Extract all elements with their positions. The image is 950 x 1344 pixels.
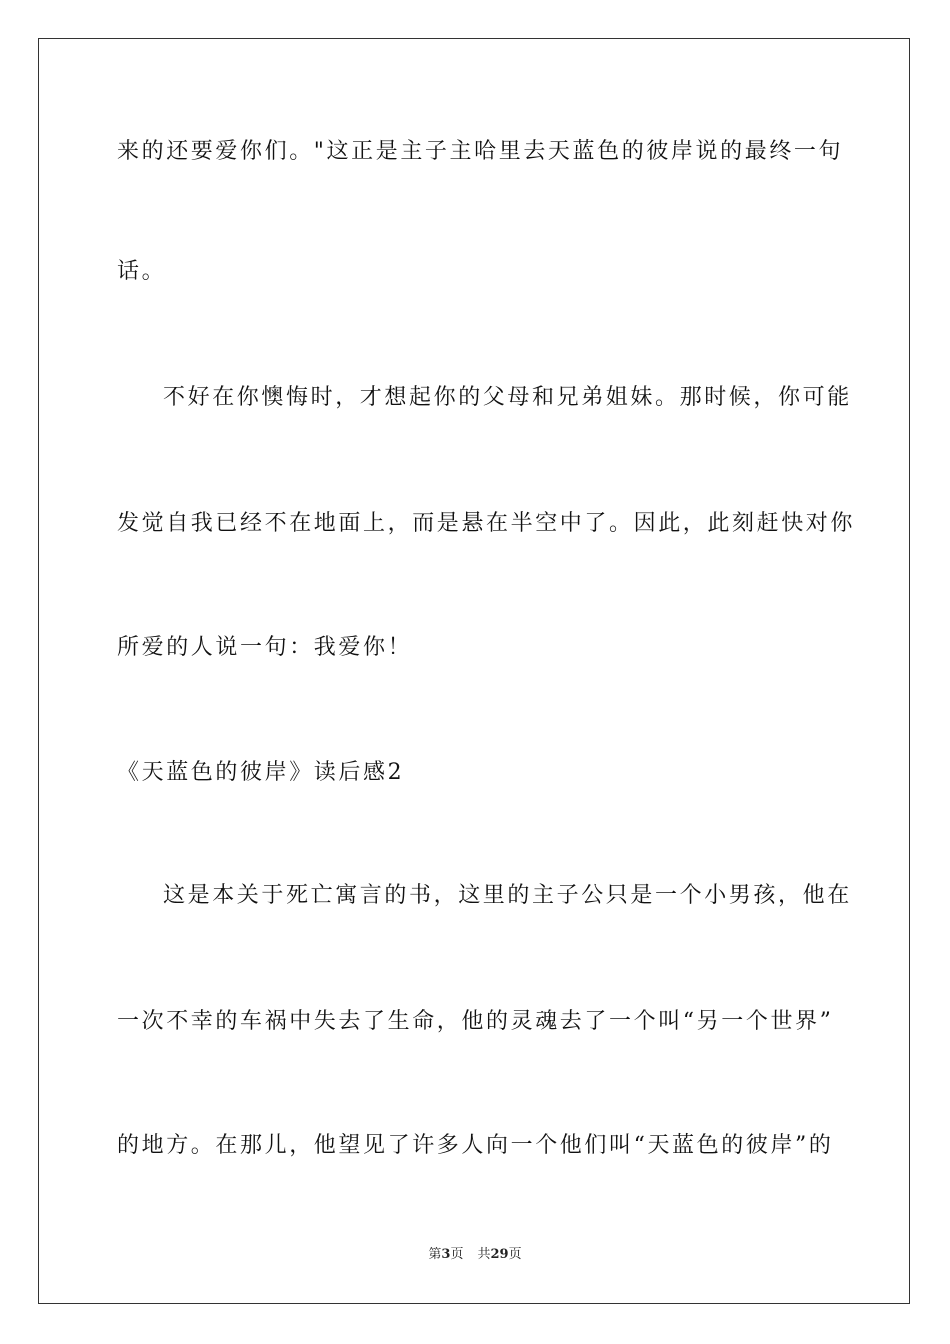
paragraph-line-3: 不好在你懊悔时，才想起你的父母和兄弟姐妹。那时候，你可能 bbox=[163, 385, 852, 410]
page-prefix: 第 bbox=[428, 1247, 442, 1262]
section-heading: 《天蓝色的彼岸》读后感2 bbox=[117, 760, 405, 785]
paragraph-line-1: 来的还要爱你们。"这正是主子主哈里去天蓝色的彼岸说的最终一句 bbox=[117, 139, 844, 164]
total-pages-number: 29 bbox=[490, 1247, 509, 1262]
page-suffix: 页 bbox=[450, 1247, 464, 1262]
paragraph-line-4: 发觉自我已经不在地面上，而是悬在半空中了。因此，此刻赶快对你 bbox=[117, 511, 856, 536]
current-page-number: 3 bbox=[441, 1247, 451, 1262]
paragraph-line-7: 一次不幸的车祸中失去了生命，他的灵魂去了一个叫“另一个世界” bbox=[117, 1009, 834, 1034]
page-footer bbox=[0, 1246, 950, 1264]
total-suffix: 页 bbox=[508, 1247, 522, 1262]
paragraph-line-6: 这是本关于死亡寓言的书，这里的主子公只是一个小男孩，他在 bbox=[163, 883, 852, 908]
page-border bbox=[38, 38, 910, 1304]
total-prefix: 共 bbox=[477, 1247, 491, 1262]
paragraph-line-2: 话。 bbox=[117, 259, 167, 284]
paragraph-line-5: 所爱的人说一句：我爱你！ bbox=[117, 635, 413, 660]
paragraph-line-8: 的地方。在那儿，他望见了许多人向一个他们叫“天蓝色的彼岸”的 bbox=[117, 1133, 834, 1158]
